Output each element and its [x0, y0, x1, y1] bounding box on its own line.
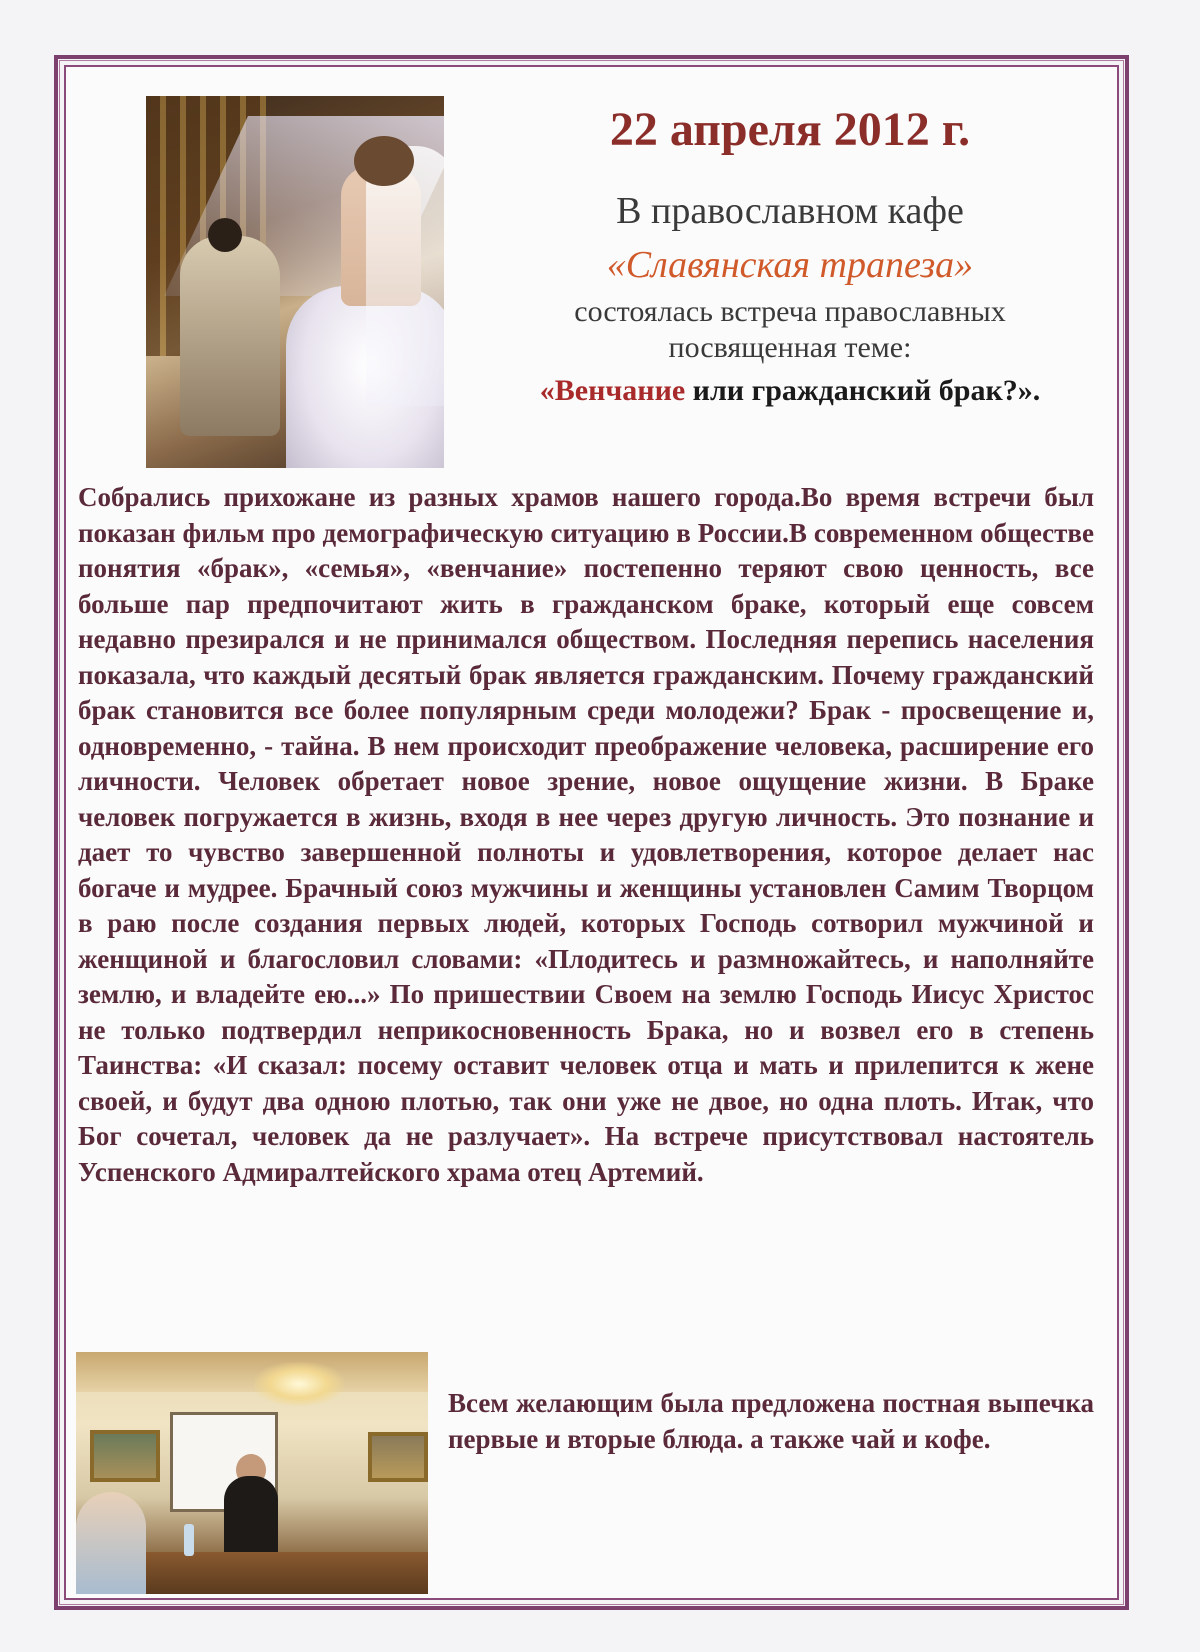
priest-figure: [180, 236, 280, 436]
wall-painting-right: [368, 1432, 428, 1482]
chandelier: [254, 1362, 344, 1406]
ceiling: [76, 1352, 428, 1392]
topic-red-part: «Венчание: [539, 374, 686, 407]
refreshments-note: Всем желающим была предложена постная выпечка первые и вторые блюда. а также чай и кофе.: [448, 1388, 1094, 1454]
priest-head: [208, 218, 242, 252]
meeting-line-2: посвященная теме:: [668, 331, 912, 364]
cafe-name: «Славянская трапеза»: [606, 244, 974, 286]
table: [136, 1552, 428, 1594]
topic-black-part: или гражданский брак?».: [685, 374, 1041, 407]
article-body: Собрались прихожане из разных храмов нашего города.Во время встречи был показан фильм про демографическую ситуацию в России.В современном обществе понятия «брак», «семья», «венчание» постепенно теряют свою ценность, все больше пар предпочитают жить в гражданском браке, который еще совсем недавно презирался и не принимался обществом. Последняя перепись населения показала, что каждый десятый брак является гражданским. Почему гражданский брак становится все более популярным среди молодежи? Брак - просвещение и, одновременно, - тайна. В нем происходит преображение человека, расширение его личности. Человек обретает новое зрение, новое ощущение жизни. В Браке человек погружается в жизнь, входя в нее через другую личность. Это познание и дает то чувство завершенной полноты и удовлетворения, которое делает нас богаче и мудрее. Брачный союз мужчины и женщины установлен Самим Творцом в раю после создания первых людей, которых Господь сотворил мужчиной и женщиной и благословил словами: «Плодитесь и размножайтесь, и наполняйте землю, и владейте ею...» По пришествии Своем на землю Господь Иисус Христос не только подтвердил неприкосновенность Брака, но и возвел его в степень Таинства: «И сказал: посему оставит человек отца и мать и прилепится к жене своей, и будут два одною плотью, так они уже не двое, но одна плоть. Итак, что Бог сочетал, человек да не разлучает». На встрече присутствовал настоятель Успенского Адмиралтейского храма отец Артемий.: [78, 482, 1094, 1187]
meeting-room-photo: [76, 1352, 428, 1594]
header-block: [470, 100, 1110, 410]
event-date: 22 апреля 2012 г.: [609, 103, 971, 156]
bride-hair: [354, 136, 414, 186]
wall-painting-left: [90, 1430, 160, 1482]
meeting-line-1: состоялась встреча православных: [574, 295, 1006, 328]
wedding-photo: [146, 96, 444, 468]
topic-title: [470, 372, 1110, 410]
seated-person: [76, 1492, 146, 1594]
water-bottle: [184, 1524, 194, 1556]
venue-line: В православном кафе: [616, 190, 964, 232]
